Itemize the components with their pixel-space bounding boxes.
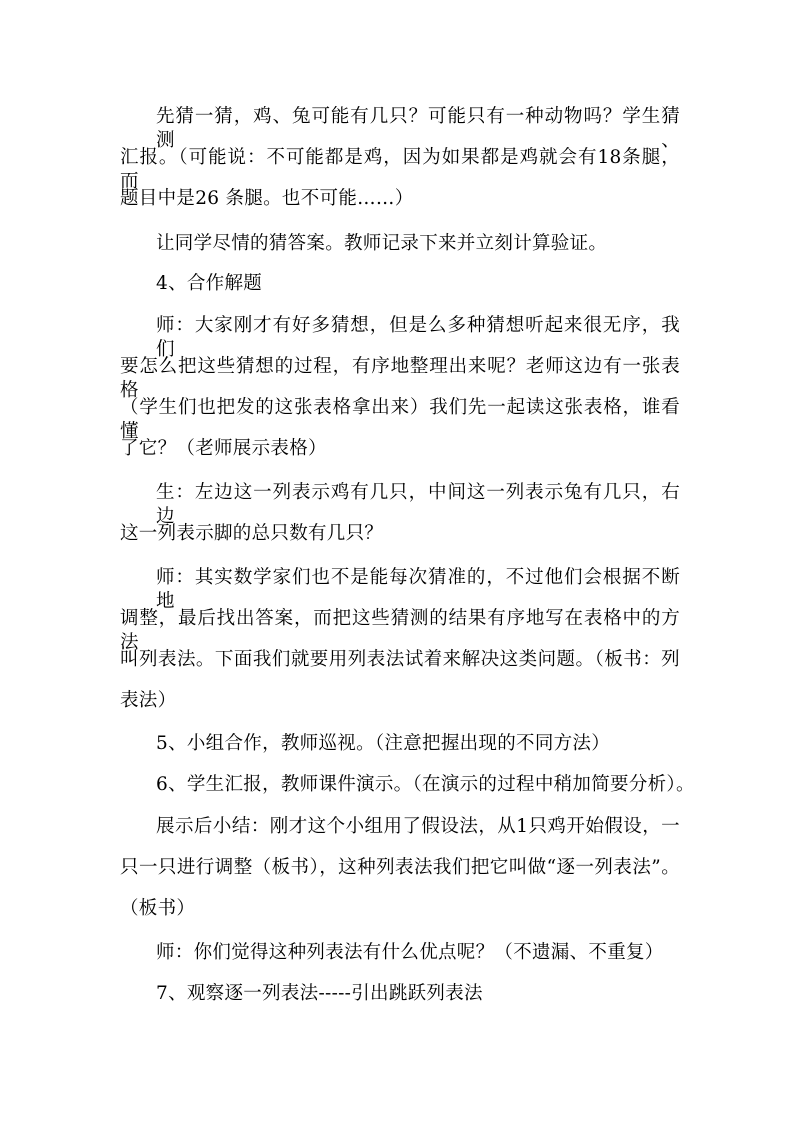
text-line: （学生们也把发的这张表格拿出来）我们先一起读这张表格，谁看懂 <box>120 397 680 442</box>
section-heading: 4、合作解题 <box>156 273 263 294</box>
text-line: 师：你们觉得这种列表法有什么优点呢？（不遗漏、不重复） <box>156 942 664 963</box>
section-heading: 5、小组合作，教师巡视。（注意把握出现的不同方法） <box>156 733 611 754</box>
text-line: 让同学尽情的猜答案。教师记录下来并立刻计算验证。 <box>156 233 608 254</box>
text-line: 叫列表法。下面我们就要用列表法试着来解决这类问题。（板书：列 <box>120 649 680 670</box>
section-heading: 7、观察逐一列表法-----引出跳跃列表法 <box>156 983 483 1004</box>
text-line: 展示后小结：刚才这个小组用了假设法，从1只鸡开始假设，一 <box>156 816 680 837</box>
text-line: 师：其实数学家们也不是能每次猜准的，不过他们会根据不断地 <box>156 567 680 612</box>
text-line: 师：大家刚才有好多猜想，但是么多种猜想听起来很无序，我们 <box>156 315 680 360</box>
text-line: 这一列表示脚的总只数有几只？ <box>120 523 384 544</box>
text-line: （板书） <box>120 898 196 919</box>
text-line: 了它？（老师展示表格） <box>120 438 327 459</box>
text-line: 题目中是26 条腿。也不可能……） <box>120 188 414 209</box>
text-line: 要怎么把这些猜想的过程，有序地整理出来呢？老师这边有一张表格 <box>120 356 680 401</box>
text-line: 先猜一猜，鸡、兔可能有几只？可能只有一种动物吗？学生猜测、 <box>156 106 680 151</box>
text-line: 汇报。（可能说：不可能都是鸡，因为如果都是鸡就会有18条腿，而 <box>120 147 680 192</box>
text-line: 只一只进行调整（板书），这种列表法我们把它叫做“逐一列表法”。 <box>120 857 680 878</box>
text-line: 生：左边这一列表示鸡有几只，中间这一列表示兔有几只，右边 <box>156 482 680 527</box>
text-line: 调整，最后找出答案，而把这些猜测的结果有序地写在表格中的方法 <box>120 608 680 653</box>
section-heading: 6、学生汇报，教师课件演示。（在演示的过程中稍加简要分析）。 <box>156 774 695 795</box>
text-line: 表法） <box>120 690 177 711</box>
